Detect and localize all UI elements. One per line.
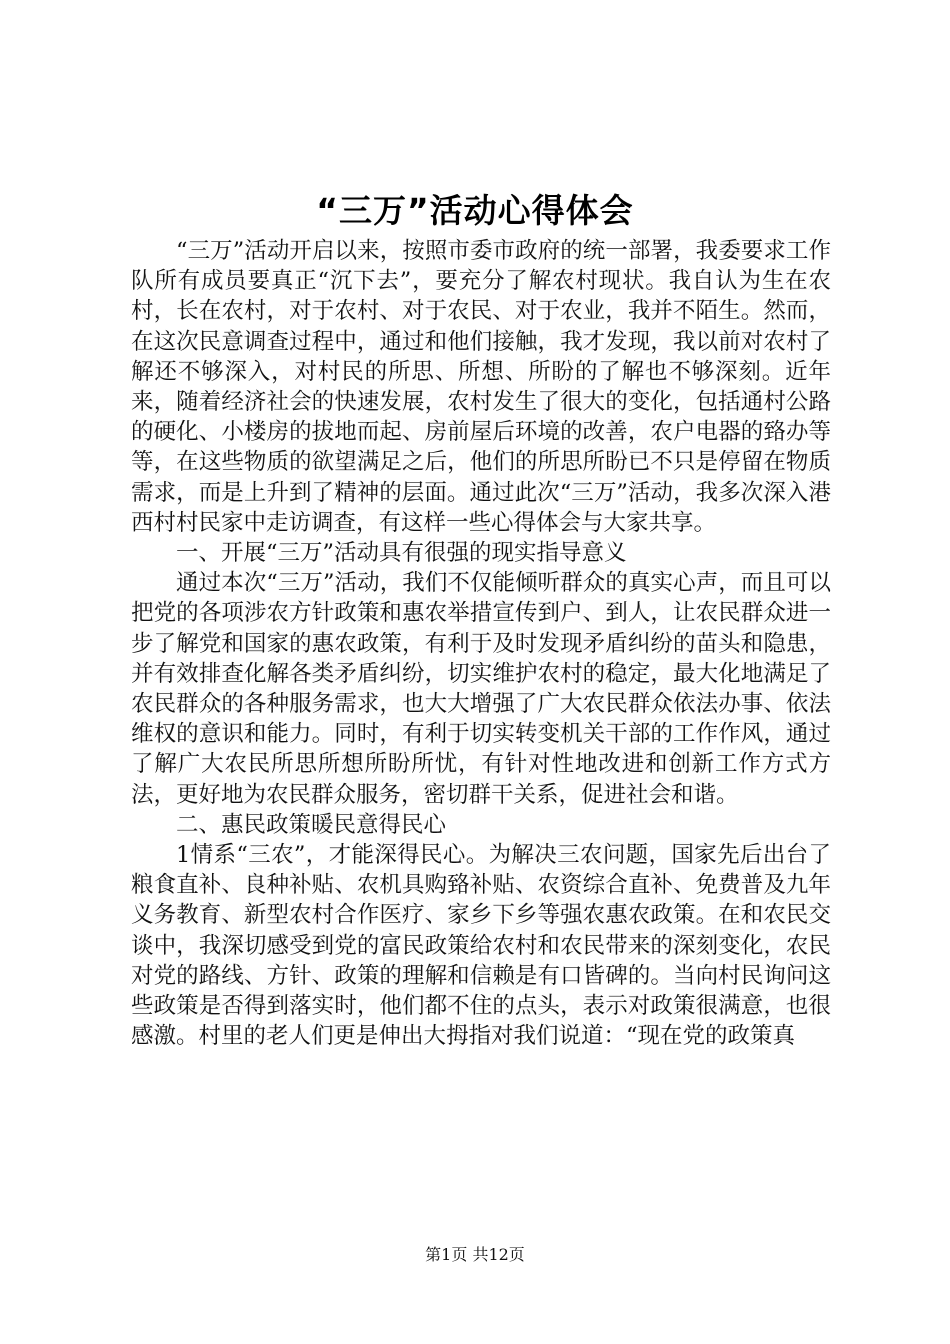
paragraph-intro: “三万”活动开启以来，按照市委市政府的统一部署，我委要求工作队所有成员要真正“沉下去”，要充分了解农村现状。我自认为生在农村，长在农村，对于农村、对于农民、对于农业，我并不陌生。然而，在这次民意调查过程中，通过和他们接触，我才发现，我以前对农村了解还不够深入，对村民的所思、所想、所盼的了解也不够深刻。近年来，随着经济社会的快速发展，农村发生了很大的变化，包括通村公路的硬化、小楼房的拔地而起、房前屋后环境的改善，农户电器的臵办等等，在这些物质的欲望满足之后，他们的所思所盼已不只是停留在物质需求，而是上升到了精神的层面。通过此次“三万”活动，我多次深入港西村村民家中走访调查，有这样一些心得体会与大家共享。 bbox=[131, 238, 831, 536]
section-heading-2: 二、惠民政策暖民意得民心 bbox=[176, 811, 447, 838]
document-body bbox=[131, 236, 831, 1051]
paragraph-section-1: 通过本次“三万”活动，我们不仅能倾听群众的真实心声，而且可以把党的各项涉农方针政策和惠农举措宣传到户、到人，让农民群众进一步了解党和国家的惠农政策，有利于及时发现矛盾纠纷的苗头和隐患，并有效排查化解各类矛盾纠纷，切实维护农村的稳定，最大化地满足了农民群众的各种服务需求，也大大增强了广大农民群众依法办事、依法维权的意识和能力。同时，有利于切实转变机关干部的工作作风，通过了解广大农民所思所想所盼所忧，有针对性地改进和创新工作方式方法，更好地为农民群众服务，密切群干关系，促进社会和谐。 bbox=[131, 570, 831, 808]
paragraph-section-2: 1情系“三农”，才能深得民心。为解决三农问题，国家先后出台了粮食直补、良种补贴、农机具购臵补贴、农资综合直补、免费普及九年义务教育、新型农村合作医疗、家乡下乡等强农惠农政策。在和农民交谈中，我深切感受到党的富民政策给农村和农民带来的深刻变化，农民对党的路线、方针、政策的理解和信赖是有口皆碑的。当向村民询问这些政策是否得到落实时，他们都不住的点头，表示对政策很满意，也很感激。村里的老人们更是伸出大拇指对我们说道：“现在党的政策真 bbox=[131, 842, 831, 1050]
section-heading-1: 一、开展“三万”活动具有很强的现实指导意义 bbox=[176, 540, 627, 567]
page-title: “三万”活动心得体会 bbox=[316, 191, 634, 230]
page-number-footer: 第1页 共12页 bbox=[425, 1245, 525, 1264]
